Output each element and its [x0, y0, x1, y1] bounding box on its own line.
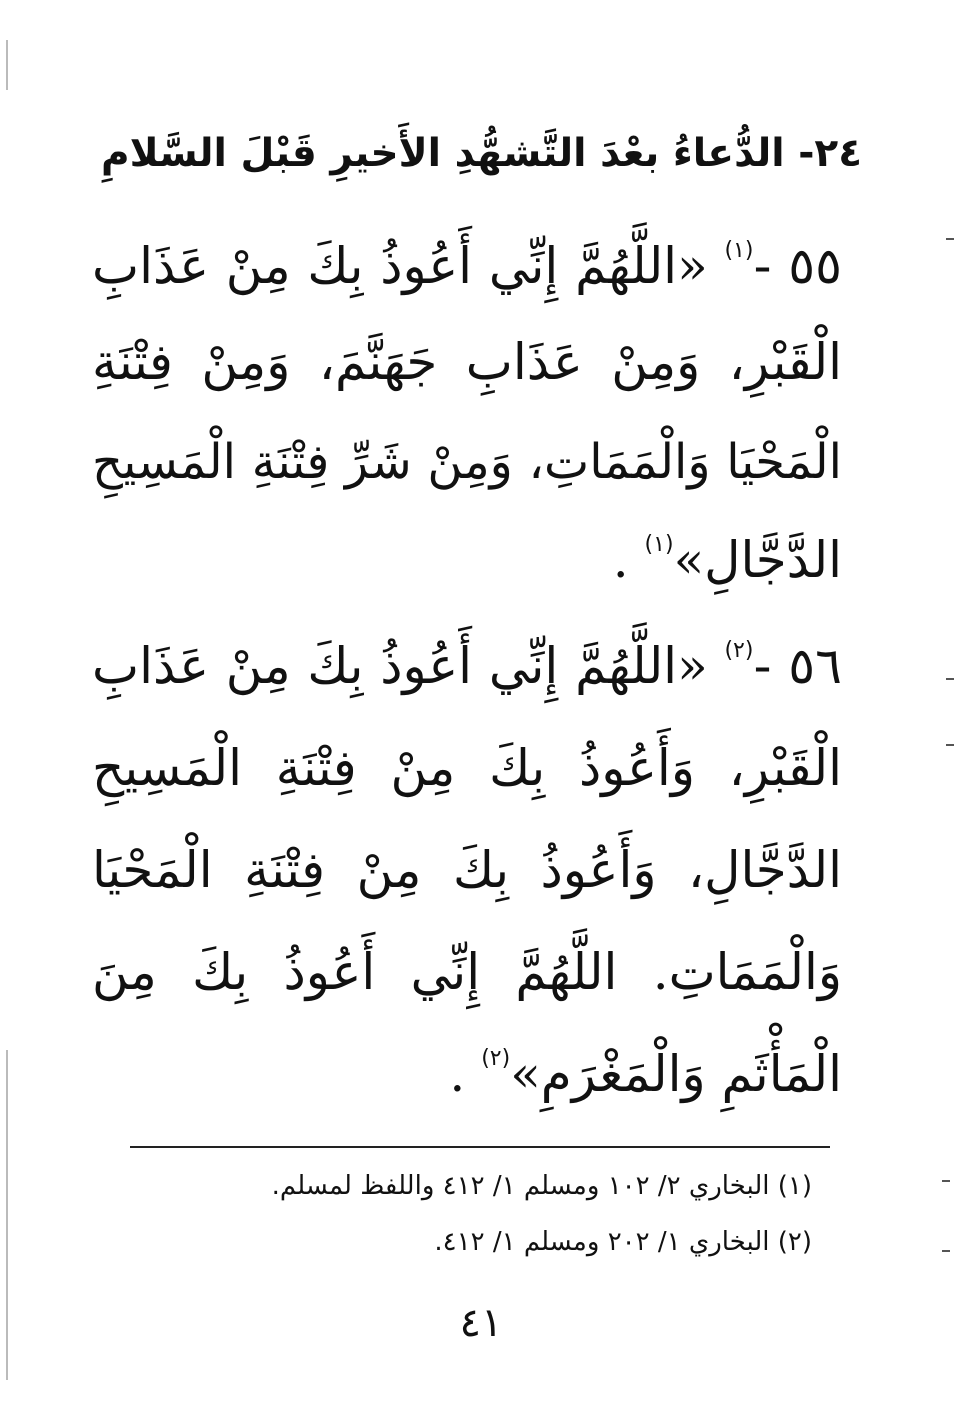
hadith-55-footnote-mark: (١) [724, 238, 754, 263]
hadith-56-line-3 [92, 830, 842, 916]
hadith-56-text-1: «اللَّهُمَّ إِنِّي أَعُوذُ بِكَ مِنْ عَذَابِ [92, 637, 708, 695]
footnote-1: (١) البخاري ٢/ ١٠٢ ومسلم ١/ ٤١٢ واللفظ لمسلم. [271, 1171, 812, 1201]
scan-edge-line [6, 40, 8, 90]
hadith-56-text-3: الدَّجَّالِ، وَأَعُوذُ بِكَ مِنْ فِتْنَةِ الْمَحْيَا [92, 841, 842, 899]
section-heading: ٢٤- الدُّعاءُ بعْدَ التَّشهُّدِ الأَخيرِ قَبْلَ السَّلامِ [101, 131, 862, 176]
hadith-55-end-footnote-mark: (١) [644, 532, 674, 557]
hadith-55-line-4 [92, 520, 842, 606]
hadith-56-end-footnote-mark: (٢) [481, 1046, 511, 1071]
scan-mark [942, 1250, 950, 1252]
scan-mark [942, 1180, 950, 1182]
hadith-56-line-4 [92, 932, 842, 1018]
page-number: ٤١ [459, 1300, 503, 1346]
scan-mark [946, 678, 954, 680]
hadith-56-text-4: وَالْمَمَاتِ. اللَّهُمَّ إِنِّي أَعُوذُ بِكَ مِنَ [92, 943, 842, 1001]
hadith-56-text-5: الْمَأْثَمِ وَالْمَغْرَمِ» [510, 1045, 842, 1103]
hadith-56-number: ٥٦ - [753, 637, 842, 695]
footnote-2: (٢) البخاري ١/ ٢٠٢ ومسلم ١/ ٤١٢. [434, 1227, 812, 1257]
hadith-55-text-4: الدَّجَّالِ» [673, 531, 842, 589]
hadith-55-line-2 [92, 322, 842, 408]
hadith-55-end-punct: . [612, 531, 629, 589]
scan-mark [946, 744, 954, 746]
hadith-56-line-2 [92, 728, 842, 814]
scan-edge-line [6, 1050, 8, 1380]
hadith-55-line-1 [92, 226, 842, 312]
footnote-divider [130, 1146, 830, 1148]
hadith-56-end-punct: . [449, 1045, 466, 1103]
hadith-55-number: ٥٥ - [753, 237, 842, 295]
hadith-55-line-3 [92, 422, 842, 508]
hadith-56-line-5 [92, 1034, 842, 1120]
scan-mark [946, 238, 954, 240]
hadith-55-text-2: الْقَبْرِ، وَمِنْ عَذَابِ جَهَنَّمَ، وَمِنْ فِتْنَةِ [92, 333, 842, 391]
hadith-56-text-2: الْقَبْرِ، وَأَعُوذُ بِكَ مِنْ فِتْنَةِ الْمَسِيحِ [92, 739, 842, 797]
hadith-56-footnote-mark: (٢) [724, 638, 754, 663]
hadith-56-line-1 [92, 626, 842, 712]
hadith-55-text-3: الْمَحْيَا وَالْمَمَاتِ، وَمِنْ شَرِّ فِتْنَةِ الْمَسِيحِ [92, 434, 842, 490]
hadith-55-text-1: «اللَّهُمَّ إِنِّي أَعُوذُ بِكَ مِنْ عَذَابِ [92, 237, 708, 295]
